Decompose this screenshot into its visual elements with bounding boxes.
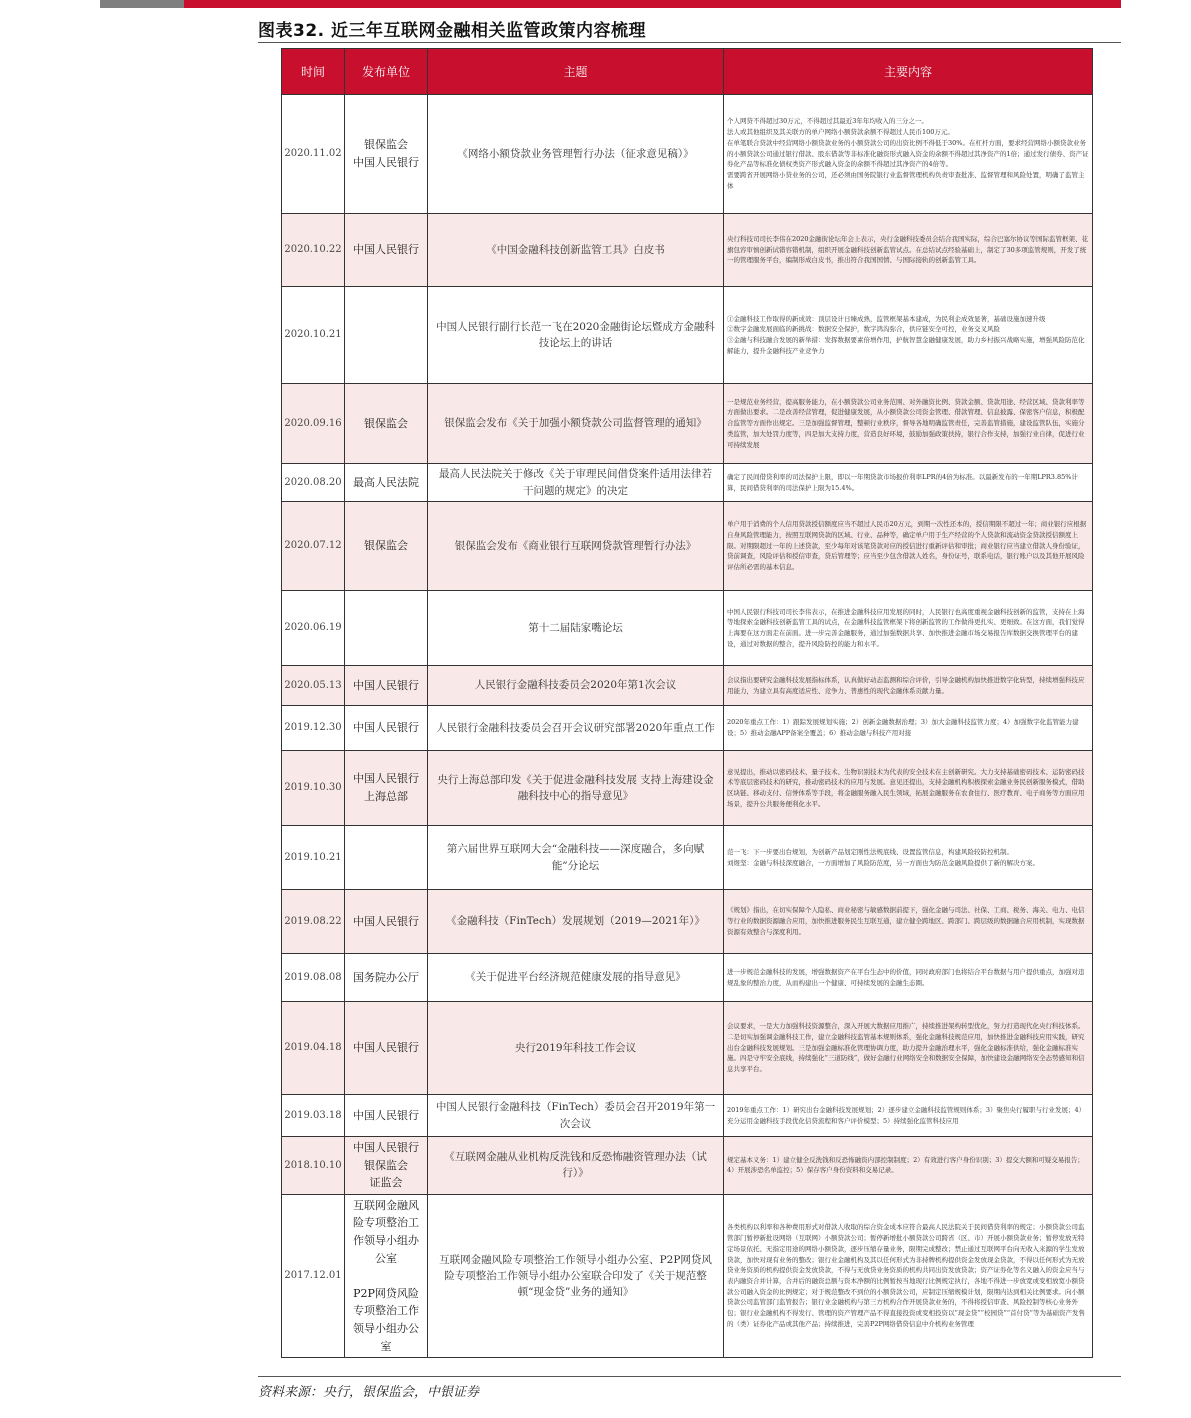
- cell-date: 2019.12.30: [282, 706, 345, 751]
- cell-topic: 第六届世界互联网大会“金融科技——深度融合，多向赋能”分论坛: [428, 826, 724, 890]
- cell-org: 银保监会: [345, 502, 428, 591]
- cell-content: 会议要求，一是大力加强科技资源整合，深入开展大数据应用推广，持续推进架构转型优化，努力打造现代化央行科技体系。二是切实加强调金融科技工作，建立金融科技监管基本规则体系，强化金融科技规范应用，加快推进金融科技应用实践，研究出台金融科技发展规划。三是加强金融标准化管理协调力度，助力提升金融治理水平，强化金融标准供给，强化金融标准实施。四是守牢安全底线，持续强化“三道防线”，做好金融行业网络安全和数据安全保障，加快建设金融网络安全态势感知和信息共享平台。: [724, 1002, 1093, 1095]
- cell-org: 互联网金融风险专项整治工作领导小组办公室 P2P网贷风险专项整治工作领导小组办公室: [345, 1194, 428, 1357]
- table-row: [282, 826, 1093, 890]
- cell-content: 各类机构以利率和各种费用形式对借款人收取的综合资金成本应符合最高人民法院关于民间借贷利率的规定；小额贷款公司监管部门暂停新批设网络（互联网）小额贷款公司；暂停新增批小额贷款公司跨省（区、市）开展小额贷款业务；暂停发放无特定场景依托、无指定用途的网络小额贷款，逐步压缩存量业务，限期完成整改；禁止通过互联网平台向无收入来源的学生发放贷款，加快对现有业务的整改；银行业金融机构及其以任何形式为非持牌机构提供资金发放现金贷款，不得以任何形式为无放贷业务资质的机构提供资金发放贷款，不得与无放贷业务资质的机构共同出资发放贷款；资产证券化等名义融入的资金应当与表内融资合并计算，合并后的融资总额与资本净额的比例暂按当地现行比例规定执行，各地不得进一步放宽或变相放宽小额贷款公司融入资金的比例规定；对于规范整改不到位的小额贷款公司，应制定压缩规模计划，限期内达到相关比例要求。向小额贷款公司监管部门监管报告；银行业金融机构与第三方机构合作开展贷款业务的，不得将授信审查、风险控制等核心业务外包；银行业金融机构不得发行、管理的资产管理产品不得直接投资或变相投资以“现金贷”“校园贷”“首付贷”等为基础资产发售的（类）证券化产品或其他产品；持续推进，完善P2P网络借贷信息中介机构业务管理: [724, 1194, 1093, 1357]
- column-header-org: 发布单位: [345, 49, 428, 95]
- cell-date: 2020.08.20: [282, 464, 345, 502]
- cell-date: 2019.10.21: [282, 826, 345, 890]
- cell-content: 中国人民银行科技司司长李伟表示，在推进金融科技应用发展的同时，人民银行也高度重视金融科技创新的监管，支持在上海等地探索金融科技创新监管工具的试点，在金融科技监管框架下将创新监管的工作做得更扎实、更细致。在这方面，我们觉得上海要在这方面走在前面。进一步完善金融服务，通过加强数据共享、加快推进金融市场交易报告库数据交换管理平台的建设，通过对数据的整合，提升风险防控的能力和水平。: [724, 591, 1093, 666]
- cell-content: ①金融科技工作取得的新成效：顶层设计日臻成熟，监管框架基本建成，为民利企成效显著，基础设施加速升级 ②数字金融发展面临的新挑战：数据安全保护，数字鸿沟弥合，供应链安全可控，业务交叉风险 ③金融与科技融合发展的新举措：发挥数据要素倍增作用，护航智慧金融健康发展，助力乡村振兴战略实施，增强风险防范化解能力，提升金融科技产业竞争力: [724, 287, 1093, 384]
- cell-date: 2020.06.19: [282, 591, 345, 666]
- cell-org: [345, 591, 428, 666]
- cell-content: 进一步规范金融科技的发展，增强数据资产在平台生态中的价值，同时政府部门也将结合平台数据与用户提供重点，加强对违规乱象的整治力度，从而构建出一个健康、可持续发展的金融生态圈。: [724, 954, 1093, 1002]
- cell-date: 2020.11.02: [282, 95, 345, 214]
- cell-date: 2019.03.18: [282, 1095, 345, 1137]
- header-accent-bar: [100, 0, 1121, 8]
- table-row: [282, 464, 1093, 502]
- cell-date: 2019.08.22: [282, 890, 345, 954]
- cell-content: 范一飞：下一步要出台规划，为创新产品划定刚性法规底线、设置监管信息，构建风险较防控机制。 刘煜坚：金融与科技深度融合，一方面增加了风险防范度，另一方面也为防范金融风险提供了新的解决方案。: [724, 826, 1093, 890]
- cell-org: 中国人民银行: [345, 706, 428, 751]
- cell-date: 2020.05.13: [282, 666, 345, 706]
- cell-content: 2020年重点工作：1）跟踪发展规划实施；2）创新金融数据治理；3）加大金融科技监管力度；4）加强数字化监管能力建设；5）推动金融APP备案全覆盖；6）推动金融与科技产用对接: [724, 706, 1093, 751]
- cell-date: 2019.08.08: [282, 954, 345, 1002]
- cell-topic: 中国人民银行金融科技（FinTech）委员会召开2019年第一次会议: [428, 1095, 724, 1137]
- cell-topic: 人民银行金融科技委员会召开会议研究部署2020年重点工作: [428, 706, 724, 751]
- cell-org: 中国人民银行: [345, 214, 428, 287]
- cell-date: 2020.07.12: [282, 502, 345, 591]
- table-row: [282, 287, 1093, 384]
- table-row: [282, 95, 1093, 214]
- cell-topic: 互联网金融风险专项整治工作领导小组办公室、P2P网贷风险专项整治工作领导小组办公室联合印发了《关于规范整顿“现金贷”业务的通知》: [428, 1194, 724, 1357]
- cell-org: 中国人民银行 银保监会 证监会: [345, 1137, 428, 1195]
- cell-date: 2017.12.01: [282, 1194, 345, 1357]
- cell-date: 2019.10.30: [282, 751, 345, 826]
- cell-content: 规定基本义务：1）建立健全反洗钱和反恐怖融资内部控制制度；2）有效进行客户身份识别；3）提交大额和可疑交易报告；4）开展涉恐名单监控；5）保存客户身份资料和交易记录。: [724, 1137, 1093, 1195]
- table-row: [282, 1095, 1093, 1137]
- table-row: [282, 706, 1093, 751]
- cell-topic: 最高人民法院关于修改《关于审理民间借贷案件适用法律若干问题的规定》的决定: [428, 464, 724, 502]
- cell-date: 2020.10.22: [282, 214, 345, 287]
- cell-org: 中国人民银行: [345, 1095, 428, 1137]
- cell-org: 中国人民银行: [345, 1002, 428, 1095]
- cell-topic: 人民银行金融科技委员会2020年第1次会议: [428, 666, 724, 706]
- cell-content: 确定了民间借贷利率的司法保护上限，即以一年期贷款市场报价利率LPR的4倍为标准。以最新发布的一年期LPR3.85%计算，民间借贷利率的司法保护上限为15.4%。: [724, 464, 1093, 502]
- cell-org: 银保监会: [345, 384, 428, 464]
- source-note: 资料来源：央行，银保监会，中银证券: [258, 1385, 480, 1400]
- header-accent-grey: [100, 0, 184, 8]
- policy-table: [281, 48, 1093, 1358]
- cell-content: 个人网贷不得超过30万元，不得超过其最近3年年均收入的三分之一。 法人或其他组织及其关联方的单户网络小额贷款余额不得超过人民币100万元。 在单笔联合贷款中经营网络小额贷款业务的小额贷款公司的出资比例不得低于30%。在杠杆方面，要求经营网络小额贷款业务的小额贷款公司通过银行借款、股东借款等非标准化融资形式融入资金的余额不得超过其净资产的1倍；通过发行债券、资产证券化产品等标准化债权类资产形式融入资金的余额不得超过其净资产的4倍等。 需要跨省开展网络小贷业务的公司，还必须由国务院银行业监督管理机构负责审查批准、监督管理和风险处置，明确了监管主体: [724, 95, 1093, 214]
- cell-topic: 中国人民银行副行长范一飞在2020金融街论坛暨成方金融科技论坛上的讲话: [428, 287, 724, 384]
- table-row: [282, 954, 1093, 1002]
- title-divider: [258, 42, 1121, 43]
- cell-topic: 《金融科技（FinTech）发展规划（2019—2021年）》: [428, 890, 724, 954]
- cell-topic: 《关于促进平台经济规范健康发展的指导意见》: [428, 954, 724, 1002]
- cell-content: 《规划》指出，在切实保障个人隐私、商业秘密与敏感数据前提下，强化金融与司法、社保、工商、税务、海关、电力、电信等行业的数据资源融合应用，加快推进服务民生互联互通，建立健全跨地区、跨部门、跨层级的数据融合应用机制，实现数据资源有效整合与深度利用。: [724, 890, 1093, 954]
- cell-org: 国务院办公厅: [345, 954, 428, 1002]
- table-header-row: [282, 49, 1093, 95]
- cell-topic: 央行2019年科技工作会议: [428, 1002, 724, 1095]
- table-row: [282, 1137, 1093, 1195]
- column-header-content: 主要内容: [724, 49, 1093, 95]
- table-row: [282, 384, 1093, 464]
- cell-content: 央行科技司司长李伟在2020金融街论坛年会上表示，央行金融科技委员会结合我国实际，综合巴塞尔协议等国际监管框架、花旗包容审慎创新试错容错机制，组织开展金融科技创新监管试点。在总结试点经验基础上，制定了30多项监管规则，开发了统一的管理服务平台，编制形成白皮书，推出符合我国国情、与国际接轨的创新监管工具。: [724, 214, 1093, 287]
- cell-org: [345, 826, 428, 890]
- cell-content: 一是规范业务经营，提高服务能力，在小额贷款公司业务范围、对外融资比例、贷款金额、贷款用途、经营区域、贷款利率等方面做出要求。二是改善经营管理，促进健康发展，从小额贷款公司资金管理、借款管理、信息披露、保密客户信息，积极配合监管等方面作出规定。三是加强监督管理，整顿行业秩序，督导各地明确监管责任，完善监管措施，建设监管队伍，实施分类监管，加大处罚力度等，四是加大支持力度，营造良好环境，鼓励加强政策扶持，银行合作支持，加强行业自律，促进行业可持续发展: [724, 384, 1093, 464]
- cell-org: 中国人民银行上海总部: [345, 751, 428, 826]
- table-row: [282, 666, 1093, 706]
- source-divider: [258, 1376, 1121, 1377]
- cell-date: 2020.10.21: [282, 287, 345, 384]
- cell-topic: 银保监会发布《关于加强小额贷款公司监督管理的通知》: [428, 384, 724, 464]
- table-row: [282, 502, 1093, 591]
- cell-topic: 《网络小额贷款业务管理暂行办法（征求意见稿）》: [428, 95, 724, 214]
- cell-topic: 央行上海总部印发《关于促进金融科技发展 支持上海建设金融科技中心的指导意见》: [428, 751, 724, 826]
- cell-topic: 银保监会发布《商业银行互联网贷款管理暂行办法》: [428, 502, 724, 591]
- cell-org: 最高人民法院: [345, 464, 428, 502]
- cell-content: 会议指出要研究金融科技发展指标体系，认真做好动态监测和综合评价，引导金融机构加快推进数字化转型，持续增强科技应用能力，为建立具有高度适应性、竞争力、普惠性的现代金融体系贡献力量。: [724, 666, 1093, 706]
- cell-topic: 《中国金融科技创新监管工具》白皮书: [428, 214, 724, 287]
- cell-content: 单户用于消费的个人信用贷款授信额度应当不超过人民币20万元，到期一次性还本的，授信期限不超过一年；商业银行应根据自身风险管理能力，按照互联网贷款的区域、行业、品种等，确定单户用于生产经营的个人贷款和流动资金贷款授信额度上限。对期限超过一年的上述贷款，至少每年对该笔贷款对应的授信进行重新评估和审批；商业银行应当建立借款人身份验证，贷前调查，风险评估和授信审查，贷后管理等；应当至少包含借款人姓名，身份证号，联系电话，银行账户以及其他开展风险评估所必需的基本信息。: [724, 502, 1093, 591]
- cell-content: 意见提出，推动以密码技术、量子技术、生物识别技术为代表的安全技术在主创新研究。大力支持基础密码技术、运防密码技术等底层密码技术的研究，推动密码技术的应用与发展。意见还提出，支持金融机构积极探索金融业务民创新服务模式，借助区块链、移动支付、信誉体系等手段，将金融服务融入民生领域，拓展金融服务在农食住行、医疗教育、电子商务等方面应用场景，提升公共服务便利化水平。: [724, 751, 1093, 826]
- cell-topic: 《互联网金融从业机构反洗钱和反恐怖融资管理办法（试行）》: [428, 1137, 724, 1195]
- cell-org: [345, 287, 428, 384]
- column-header-date: 时间: [282, 49, 345, 95]
- table-row: [282, 1194, 1093, 1357]
- cell-date: 2019.04.18: [282, 1002, 345, 1095]
- cell-date: 2020.09.16: [282, 384, 345, 464]
- cell-topic: 第十二届陆家嘴论坛: [428, 591, 724, 666]
- cell-org: 中国人民银行: [345, 890, 428, 954]
- table-row: [282, 591, 1093, 666]
- table-row: [282, 751, 1093, 826]
- column-header-topic: 主题: [428, 49, 724, 95]
- cell-org: 银保监会 中国人民银行: [345, 95, 428, 214]
- cell-date: 2018.10.10: [282, 1137, 345, 1195]
- table-row: [282, 890, 1093, 954]
- table-row: [282, 214, 1093, 287]
- table-row: [282, 1002, 1093, 1095]
- cell-content: 2019年重点工作：1）研究出台金融科技发展规划；2）逐步建立金融科技监管规则体系；3）聚焦央行履职与行业发展；4）充分运用金融科技手段优化信贷流程和客户评价模型；5）持续强化监管科技应用: [724, 1095, 1093, 1137]
- figure-title: 图表32. 近三年互联网金融相关监管政策内容梳理: [258, 21, 647, 41]
- cell-org: 中国人民银行: [345, 666, 428, 706]
